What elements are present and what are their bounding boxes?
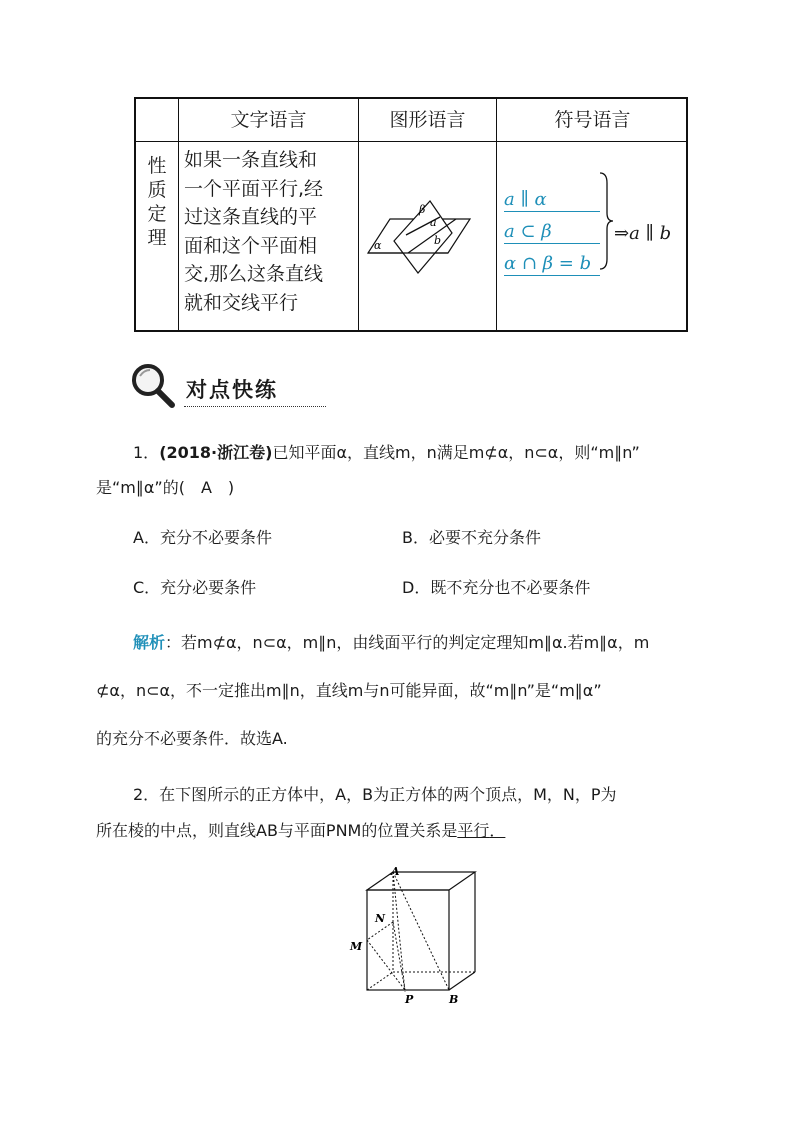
q1-line1 — [133, 440, 640, 463]
point-m-label: M — [350, 940, 363, 953]
point-p-label: P — [405, 993, 414, 1006]
q2-answer: 平行 — [457, 821, 490, 840]
header-symbol-language: 符号语言 — [554, 109, 631, 131]
point-n-label: N — [375, 912, 386, 925]
q1-option-d: D．既不充分也不必要条件 — [402, 578, 591, 597]
row-label-property-theorem — [136, 154, 178, 250]
q1-source: (2018·浙江卷) — [159, 443, 273, 462]
q1-analysis-line3: 的充分不必要条件．故选A. — [96, 729, 288, 748]
section-heading — [128, 360, 328, 412]
row-label-char: 理 — [147, 227, 167, 249]
q1-analysis-line1 — [133, 630, 649, 653]
symbol-a-parallel-alpha: a ∥ α — [504, 189, 600, 212]
theorem-table — [134, 97, 688, 332]
q2-answer-period: ． — [489, 821, 506, 840]
symbol-language-cell — [498, 141, 688, 331]
beta-label: β — [419, 203, 426, 216]
description-line: 就和交线平行 — [184, 291, 299, 314]
planes-intersection-figure — [360, 141, 498, 331]
cube-figure — [345, 862, 495, 1012]
q1-option-c: C．充分必要条件 — [133, 578, 257, 597]
implies-arrow: ⇒ — [614, 223, 630, 244]
line-b-label: b — [434, 234, 442, 247]
right-brace-icon — [598, 171, 614, 271]
line-a-label: a — [430, 216, 437, 229]
q1-option-b: B．必要不充分条件 — [402, 528, 541, 547]
vertex-a-label: A — [391, 865, 400, 878]
description-line: 一个平面平行,经 — [184, 177, 324, 200]
q2-line1: 2．在下图所示的正方体中，A，B为正方体的两个顶点，M，N，P为 — [133, 785, 617, 804]
row-label-char: 质 — [147, 179, 167, 201]
theorem-description — [184, 146, 360, 317]
description-line: 如果一条直线和 — [184, 149, 318, 171]
symbol-intersection: α ∩ β = b — [504, 253, 600, 276]
analysis-label: 解析 — [133, 633, 166, 652]
description-line: 交,那么这条直线 — [184, 263, 324, 285]
conclusion-text: a ∥ b — [629, 223, 672, 244]
description-line: 过这条直线的平 — [184, 206, 318, 228]
conclusion — [614, 223, 671, 244]
analysis-text: ：若m⊄α，n⊂α，m∥n，由线面平行的判定定理知m∥α.若m∥α，m — [165, 633, 650, 652]
magnifier-icon — [128, 360, 184, 412]
q1-stem: 已知平面α，直线m，n满足m⊄α，n⊂α，则“m∥n” — [272, 443, 640, 462]
header-text-language: 文字语言 — [230, 109, 307, 131]
dotted-underline — [184, 406, 326, 407]
q1-number: 1． — [133, 443, 160, 462]
section-title: 对点快练 — [186, 378, 278, 402]
alpha-label: α — [374, 239, 382, 252]
q1-line2: 是“m∥α”的( A ) — [96, 478, 235, 497]
row-label-char: 定 — [147, 203, 167, 225]
vertex-b-label: B — [449, 993, 459, 1006]
symbol-a-subset-beta: a ⊂ β — [504, 221, 600, 244]
header-graphic-language: 图形语言 — [389, 109, 466, 131]
row-label-char: 性 — [147, 155, 167, 177]
description-line: 面和这个平面相 — [184, 234, 318, 257]
q1-option-a: A．充分不必要条件 — [133, 528, 272, 547]
q2-stem: 所在棱的中点，则直线AB与平面PNM的位置关系是 — [96, 821, 458, 840]
q2-line2 — [96, 818, 505, 841]
q1-analysis-line2: ⊄α，n⊂α，不一定推出m∥n，直线m与n可能异面，故“m∥n”是“m∥α” — [96, 681, 602, 700]
